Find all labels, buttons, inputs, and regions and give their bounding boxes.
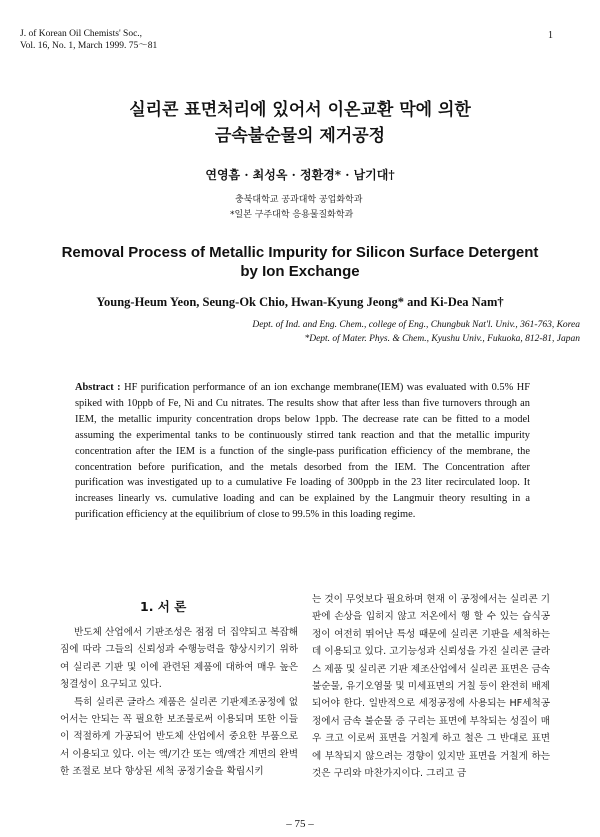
english-title-line2: by Ion Exchange bbox=[240, 263, 360, 280]
left-paragraph-1: 반도체 산업에서 기판조성은 점점 더 집약되고 복잡해짐에 따라 그들의 신뢰성과 수행능력을 향상시키기 위하여 실리콘 기판 및 이에 관련된 제품에 대하여 매우 높은 청결성이 요구되고 있다. bbox=[60, 627, 298, 691]
abstract-label: Abstract : bbox=[75, 382, 121, 393]
left-column bbox=[60, 624, 298, 781]
journal-volume: Vol. 16, No. 1, March 1999. 75～81 bbox=[20, 41, 158, 51]
korean-authors: 연영흠 · 최성옥 · 정환경* · 남기대† bbox=[205, 168, 395, 182]
korean-affiliation-1: 충북대학교 공과대학 공업화학과 bbox=[235, 195, 363, 205]
right-column bbox=[312, 591, 550, 782]
journal-info bbox=[20, 28, 157, 52]
abstract-text: HF purification performance of an ion exchange membrane(IEM) was evaluated with 0.5% HF spiked with 10ppb of Fe, Ni and Cu nitrates. The results show that after less than five turnovers through an IEM, the metallic impurity concentration drops below 1ppb. The decrease rate can be fitted to a model assuming the experimental tanks to be continuously stirred tank reaction and that the metallic impurity concentration after the IEM is a function of the single-pass purification efficiency of the membrane, the concentration before purification, and the metals desorbed from the IEM. The Concentration after purification was investigated up to a cumulative Fe loading of 300ppb in the 23 liter recirculated loop. It increases linearly vs. cumulative loading and can be explained by the Langmuir theory resulting in a purification efficiency at the equilibrium of close to 99.5% in this loading regime. bbox=[75, 382, 530, 521]
journal-name: J. of Korean Oil Chemists' Soc., bbox=[20, 29, 143, 39]
left-paragraph-2: 특히 실리콘 글라스 제품은 실리콘 기판제조공정에 없어서는 안되는 꼭 필요한 보조물로써 이용되며 또한 이들이 적절하게 가공되어 반도체 산업에서 중요한 부품으로서 이용되고 있다. 이는 액/기간 또는 액/액간 계면의 완벽한 조절로 보다 향상된 세척 공정기술을 확립시키 bbox=[60, 696, 298, 778]
page-number: 1 bbox=[548, 30, 553, 41]
english-title-line1: Removal Process of Metallic Impurity for Silicon Surface Detergent bbox=[61, 244, 539, 261]
right-paragraph-1: 는 것이 무엇보다 필요하며 현재 이 공정에서는 실리콘 기판에 손상을 입히지 않고 저온에서 행 할 수 있는 습식공정이 여전히 뛰어난 특성 때문에 실리콘 기판을 세척하는데 이용되고 있다. 고기능성과 신뢰성을 가진 실리콘 글라스 제품 및 실리콘 기판 제조산업에서 실리콘 표면은 금속 불순물, 유기오염물 및 미세표면의 거칠 등이 완전히 배제되어야 한다. 일반적으로 세정공정에 사용되는 HF세척공정에서 금속 불순물 증 구리는 표면에 부착되는 성질이 매우 크고 이로써 표면을 거칠게 하고 철은 그 반대로 표면에 부착되지 않으려는 경향이 있지만 표면을 거칠게 하는 것은 구리와 마찬가지이다. 그리고 금 bbox=[312, 594, 550, 780]
page-footer: – 75 – bbox=[286, 818, 314, 830]
english-title bbox=[30, 243, 570, 281]
korean-title-line2: 금속불순물의 제거공정 bbox=[214, 126, 386, 146]
korean-affiliation-2: *일본 구주대학 응용물질화학과 bbox=[230, 210, 354, 220]
english-affiliation-2: *Dept. of Mater. Phys. & Chem., Kyushu Univ., Fukuoka, 812-81, Japan bbox=[304, 334, 580, 344]
english-affiliation-1: Dept. of Ind. and Eng. Chem., college of Eng., Chungbuk Nat'l. Univ., 361-763, Korea bbox=[252, 320, 580, 330]
section-heading: 1. 서 론 bbox=[140, 599, 187, 614]
abstract bbox=[75, 380, 530, 523]
korean-title-line1: 실리콘 표면처리에 있어서 이온교환 막에 의한 bbox=[129, 100, 471, 120]
english-authors: Young-Heum Yeon, Seung-Ok Chio, Hwan-Kyung Jeong* and Ki-Dea Nam† bbox=[96, 295, 504, 309]
